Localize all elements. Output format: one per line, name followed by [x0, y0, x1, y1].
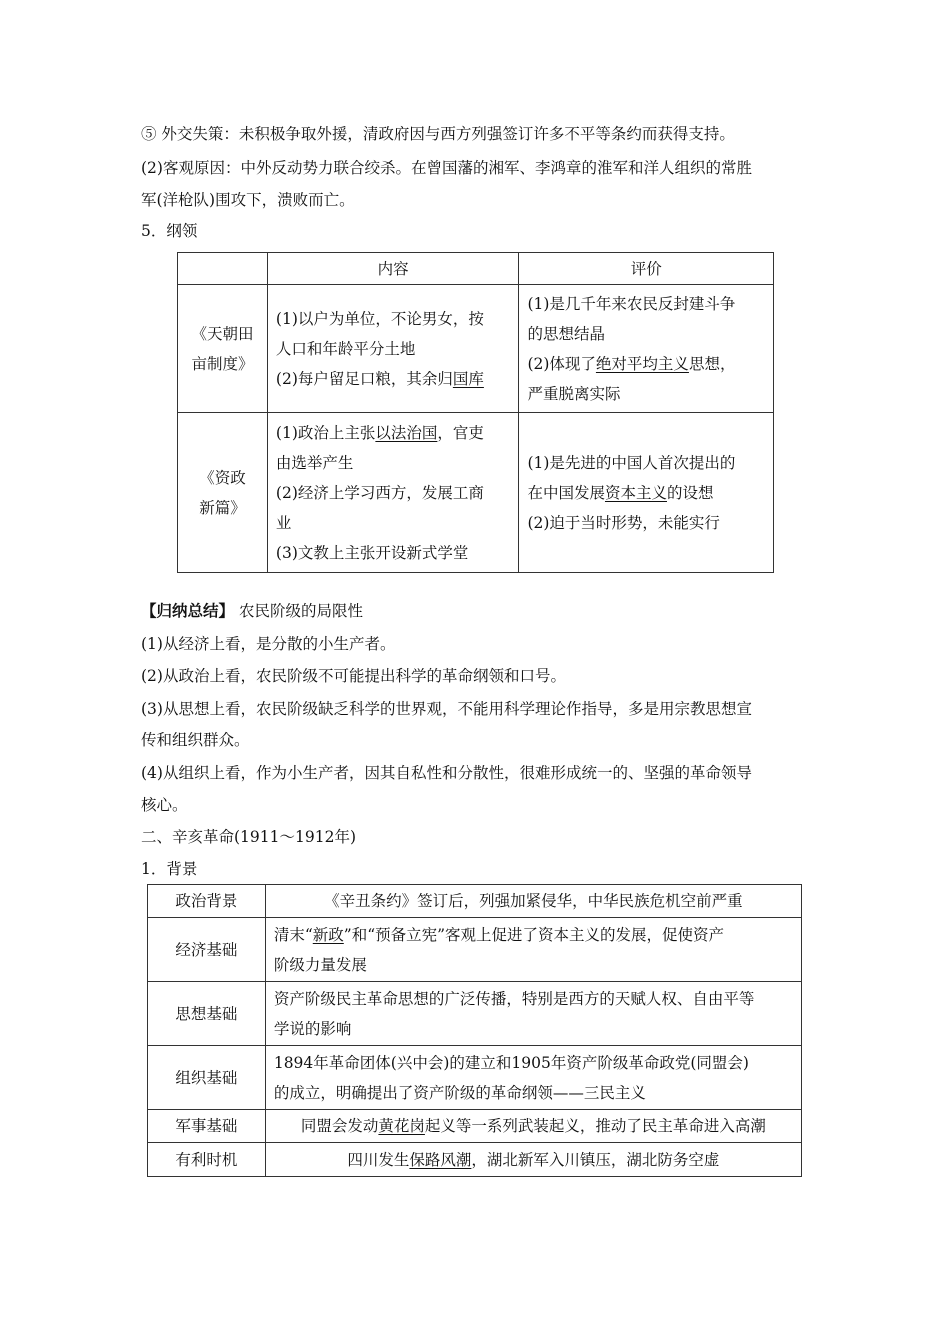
table-cell-value: 1894年革命团体(兴中会)的建立和1905年资产阶级革命政党(同盟会) 的成立，明确提出了资产阶级的革命纲领——三民主义	[265, 1046, 801, 1110]
section-heading-1911: 二、辛亥革命(1911～1912年)	[141, 828, 356, 846]
underlined-term: 保路风潮	[409, 1150, 472, 1169]
summary-item: (4)从组织上看，作为小生产者，因其自私性和分散性，很难形成统一的、坚强的革命领导	[141, 764, 752, 782]
program-table	[177, 252, 774, 573]
underlined-term: 国库	[452, 369, 484, 388]
table-row	[148, 1110, 802, 1143]
heading-background: 1．背景	[141, 860, 198, 878]
table-cell-empty	[178, 253, 268, 285]
heading-program: 5．纲领	[141, 222, 198, 240]
underlined-term: 资本主义	[604, 483, 667, 502]
summary-item: (3)从思想上看，农民阶级缺乏科学的世界观，不能用科学理论作指导，多是用宗教思想宣	[141, 700, 752, 718]
summary-item: (2)从政治上看，农民阶级不可能提出科学的革命纲领和口号。	[141, 667, 566, 685]
table-row	[148, 982, 802, 1046]
table-cell-key: 军事基础	[148, 1110, 266, 1143]
table-cell-value: 四川发生保路风潮，湖北新军入川镇压，湖北防务空虚	[265, 1143, 801, 1177]
table-cell-key: 思想基础	[148, 982, 266, 1046]
table-cell-key: 经济基础	[148, 918, 266, 982]
underlined-term: 以法治国	[375, 423, 438, 442]
paragraph-objective-cause: (2)客观原因：中外反动势力联合绞杀。在曾国藩的湘军、李鸿章的淮军和洋人组织的常胜	[141, 159, 752, 177]
paragraph-objective-cause-cont: 军(洋枪队)围攻下，溃败而亡。	[141, 191, 355, 209]
table-cell-content: (1)政治上主张以法治国，官吏 由选举产生 (2)经济上学习西方，发展工商 业 (3)文教上主张开设新式学堂	[267, 413, 519, 573]
summary-heading	[141, 596, 821, 626]
table-cell-key: 组织基础	[148, 1046, 266, 1110]
underlined-term: 黄花岗	[378, 1117, 425, 1135]
table-cell-value: 资产阶级民主革命思想的广泛传播，特别是西方的天赋人权、自由平等 学说的影响	[265, 982, 801, 1046]
summary-tag: 【归纳总结】	[141, 601, 235, 620]
summary-item: (1)从经济上看，是分散的小生产者。	[141, 635, 396, 653]
summary-item-cont: 核心。	[141, 796, 188, 814]
table-header-content: 内容	[267, 253, 519, 285]
paragraph-diplomacy: ⑤ 外交失策：未积极争取外援，清政府因与西方列强签订许多不平等条约而获得支持。	[141, 125, 735, 143]
table-cell-value: 同盟会发动黄花岗起义等一系列武装起义，推动了民主革命进入高潮	[265, 1110, 801, 1143]
table-row	[148, 918, 802, 982]
background-table	[147, 884, 802, 1177]
table-row	[178, 413, 774, 573]
table-header-evaluation: 评价	[519, 253, 774, 285]
summary-item-cont: 传和组织群众。	[141, 731, 250, 749]
table-cell-value: 《辛丑条约》签订后，列强加紧侵华，中华民族危机空前严重	[265, 885, 801, 918]
table-row	[148, 885, 802, 918]
table-cell-name: 《资政 新篇》	[178, 413, 268, 573]
table-cell-name: 《天朝田 亩制度》	[178, 285, 268, 413]
table-cell-value: 清末“新政”和“预备立宪”客观上促进了资本主义的发展，促使资产 阶级力量发展	[265, 918, 801, 982]
table-row	[148, 1143, 802, 1177]
table-cell-key: 政治背景	[148, 885, 266, 918]
table-row	[178, 253, 774, 285]
summary-title: 农民阶级的局限性	[238, 602, 363, 620]
underlined-term: 新政	[312, 925, 344, 944]
table-cell-evaluation: (1)是先进的中国人首次提出的 在中国发展资本主义的设想 (2)迫于当时形势，未能实行	[519, 413, 774, 573]
table-row	[148, 1046, 802, 1110]
table-cell-content: (1)以户为单位，不论男女，按 人口和年龄平分土地 (2)每户留足口粮，其余归国库	[267, 285, 519, 413]
table-cell-key: 有利时机	[148, 1143, 266, 1177]
table-cell-evaluation: (1)是几千年来农民反封建斗争 的思想结晶 (2)体现了绝对平均主义思想， 严重脱离实际	[519, 285, 774, 413]
table-row	[178, 285, 774, 413]
underlined-term: 绝对平均主义	[595, 354, 689, 373]
